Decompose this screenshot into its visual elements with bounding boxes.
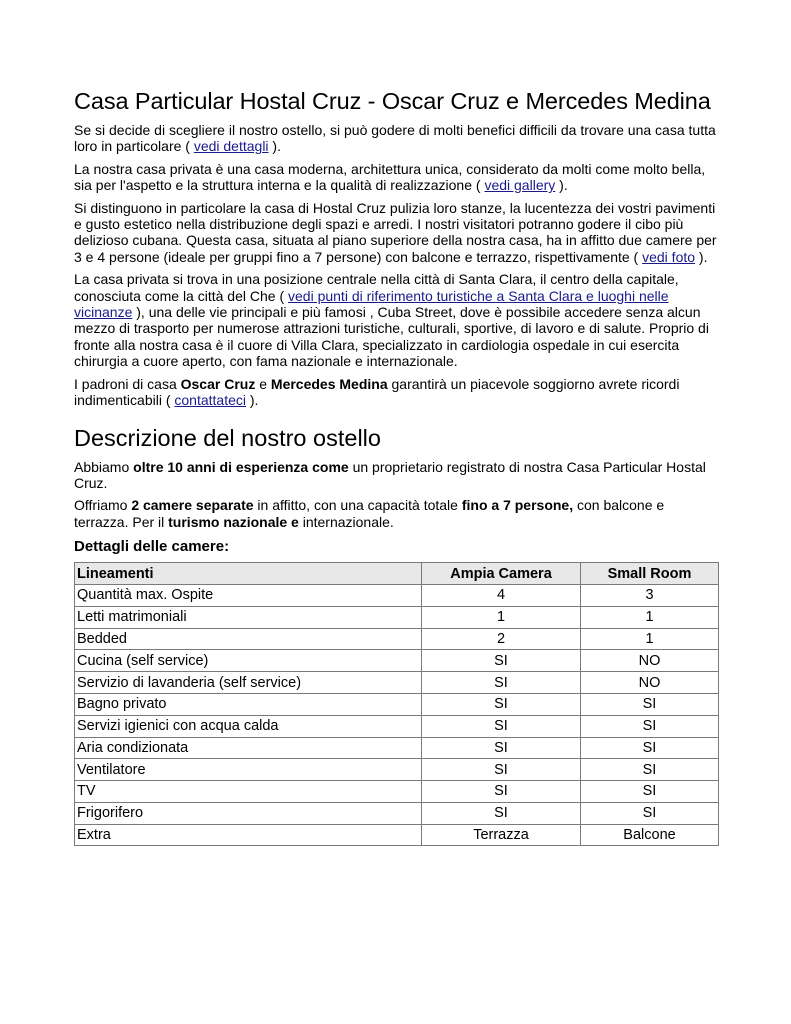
table-row — [75, 824, 719, 846]
ampia-camera-cell: SI — [422, 802, 581, 824]
small-room-cell: SI — [581, 737, 719, 759]
ampia-camera-cell: 4 — [422, 584, 581, 606]
owner-name-1: Oscar Cruz — [180, 375, 256, 392]
small-room-cell: Balcone — [581, 824, 719, 846]
contattateci-link[interactable]: contattateci — [174, 392, 246, 409]
column-header-small-room: Small Room — [581, 563, 719, 585]
table-row — [75, 759, 719, 781]
ampia-camera-cell: SI — [422, 693, 581, 715]
owner-name-2: Mercedes Medina — [270, 375, 388, 392]
feature-cell: Ventilatore — [75, 759, 422, 781]
ampia-camera-cell: 1 — [422, 606, 581, 628]
description-heading: Descrizione del nostro ostello — [74, 424, 381, 451]
description-paragraph-1: Abbiamo oltre 10 anni di esperienza come un proprietario registrato di nostra Casa Particular Hostal Cruz. — [74, 458, 706, 491]
table-row — [75, 650, 719, 672]
table-row — [75, 781, 719, 803]
feature-cell: Servizio di lavanderia (self service) — [75, 672, 422, 694]
intro-paragraph-1: Se si decide di scegliere il nostro ostello, si può godere di molti benefici difficili da trovare una casa tutta loro in particolare ( vedi dettagli ). — [74, 122, 716, 155]
vedi-gallery-link[interactable]: vedi gallery — [484, 177, 556, 194]
ampia-camera-cell: SI — [422, 672, 581, 694]
vedi-foto-link[interactable]: vedi foto — [642, 248, 696, 265]
description-paragraph-2: Offriamo 2 camere separate in affitto, con una capacità totale fino a 7 persone, con balcone e terrazza. Per il turismo nazionale e internazionale. — [74, 497, 665, 530]
vedi-dettagli-link[interactable]: vedi dettagli — [193, 138, 269, 155]
room-details-table — [74, 562, 719, 846]
small-room-cell: SI — [581, 715, 719, 737]
table-row — [75, 584, 719, 606]
small-room-cell: SI — [581, 781, 719, 803]
intro-paragraph-5: I padroni di casa Oscar Cruz e Mercedes Medina garantirà un piacevole soggiorno avrete ricordi indimenticabili ( contattateci ). — [74, 375, 680, 409]
table-header-row — [75, 563, 719, 585]
feature-cell: Servizi igienici con acqua calda — [75, 715, 422, 737]
ampia-camera-cell: SI — [422, 737, 581, 759]
feature-cell: Extra — [75, 824, 422, 846]
ampia-camera-cell: SI — [422, 650, 581, 672]
table-row — [75, 802, 719, 824]
feature-cell: Frigorifero — [75, 802, 422, 824]
small-room-cell: SI — [581, 759, 719, 781]
feature-cell: Cucina (self service) — [75, 650, 422, 672]
punti-di-riferimento-link[interactable]: vedi punti di riferimento turistiche a Santa Clara e luoghi nelle vicinanze — [74, 287, 669, 321]
column-header-ampia-camera: Ampia Camera — [422, 563, 581, 585]
table-row — [75, 606, 719, 628]
intro-paragraph-3: Si distinguono in particolare la casa di Hostal Cruz pulizia loro stanze, la lucentezza dei vostri pavimenti e gusto estetico nella distribuzione degli spazi e arredi. I nostri visitatori potranno godere il cibo più delizioso cubana. Questa casa, situata al piano superiore della nostra casa, ha in affitto due camere per 3 e 4 persone (ideale per gruppi fino a 7 persone) con balcone e terrazzo, rispettivamente ( vedi foto ). — [74, 199, 717, 265]
table-row — [75, 628, 719, 650]
ampia-camera-cell: 2 — [422, 628, 581, 650]
column-header-features: Lineamenti — [75, 563, 422, 585]
table-heading: Dettagli delle camere: — [74, 538, 230, 556]
page-title: Casa Particular Hostal Cruz - Oscar Cruz e Mercedes Medina — [74, 88, 711, 114]
table-row — [75, 672, 719, 694]
small-room-cell: 1 — [581, 606, 719, 628]
table-row — [75, 737, 719, 759]
ampia-camera-cell: SI — [422, 715, 581, 737]
small-room-cell: 3 — [581, 584, 719, 606]
feature-cell: Quantità max. Ospite — [75, 584, 422, 606]
ampia-camera-cell: SI — [422, 759, 581, 781]
table-row — [75, 715, 719, 737]
feature-cell: Aria condizionata — [75, 737, 422, 759]
feature-cell: Bedded — [75, 628, 422, 650]
feature-cell: Letti matrimoniali — [75, 606, 422, 628]
intro-paragraph-2: La nostra casa privata è una casa moderna, architettura unica, considerato da molti come molto bella, sia per l'aspetto e la struttura interna e la qualità di realizzazione ( vedi gallery ). — [74, 160, 706, 194]
ampia-camera-cell: SI — [422, 781, 581, 803]
small-room-cell: NO — [581, 650, 719, 672]
small-room-cell: 1 — [581, 628, 719, 650]
ampia-camera-cell: Terrazza — [422, 824, 581, 846]
small-room-cell: SI — [581, 693, 719, 715]
document-page — [74, 86, 719, 846]
small-room-cell: SI — [581, 802, 719, 824]
feature-cell: TV — [75, 781, 422, 803]
small-room-cell: NO — [581, 672, 719, 694]
table-row — [75, 693, 719, 715]
feature-cell: Bagno privato — [75, 693, 422, 715]
intro-paragraph-4: La casa privata si trova in una posizione centrale nella città di Santa Clara, il centro della capitale, conosciuta come la città del Che ( vedi punti di riferimento turistiche a Santa Clara e luoghi nelle vicinanze ), una delle vie principali e più famosi , Cuba Street, dove è possibile accedere senza alcun mezzo di trasporto per numerose attrazioni turistiche, culturali, sportive, di lavoro e di salute. Proprio di fronte alla nostra casa è il cuore di Villa Clara, specializzato in cardiologia ospedale in cui esercita chirurgia a cuore aperto, con fama nazionale e internazionale. — [74, 271, 709, 370]
